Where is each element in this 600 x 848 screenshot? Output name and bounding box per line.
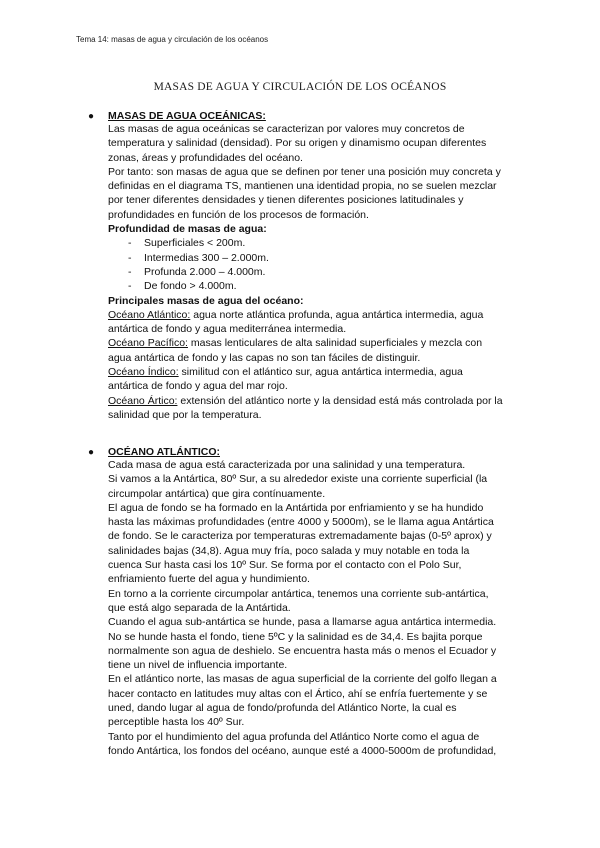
document-title: MASAS DE AGUA Y CIRCULACIÓN DE LOS OCÉANOS — [153, 81, 447, 93]
ocean-atlantico: Océano Atlántico: agua norte atlántica profunda, agua antártica intermedia, agua — [108, 308, 484, 321]
paragraph-line: En el atlántico norte, las masas de agua superficial de la corriente del golfo llegan a — [108, 673, 497, 686]
paragraph-line: temperatura y salinidad (densidad). Por su origen y dinamismo ocupan diferentes — [108, 137, 487, 150]
paragraph-line: zonas, áreas y profundidades del océano. — [108, 151, 303, 164]
depth-heading: Profundidad de masas de agua: — [108, 223, 267, 236]
paragraph-line: fondo Antártica, los fondos del océano, aunque esté a 4000-5000m de profundidad, — [108, 744, 497, 757]
paragraph-line: cuenca Sur hasta casi los 10º Sur. Se forma por el contacto con el Polo Sur, — [108, 559, 462, 572]
section-body-masas — [108, 122, 503, 422]
list-item: - De fondo > 4.000m. — [128, 280, 237, 293]
ocean-pacifico: Océano Pacífico: masas lenticulares de alta salinidad superficiales y mezcla con — [108, 337, 483, 350]
ocean-artico: Océano Ártico: extensión del atlántico norte y la densidad está más controlada por la — [108, 394, 503, 407]
paragraph-line: perceptible hasta los 40º Sur. — [108, 716, 245, 729]
paragraph-line: normalmente son agua de deshielo. Se encuentra hasta más o menos el Ecuador y — [108, 644, 497, 657]
bullet-icon: ● — [88, 447, 95, 458]
paragraph-line: No se hunde hasta el fondo, tiene 5ºC y la salinidad es de 34,4. Es bajita porque — [108, 630, 483, 643]
paragraph-line: hasta las máximas profundidades (entre 4000 y 5000m), se le llama agua Antártica — [108, 516, 494, 529]
paragraph-line: enfriamiento fuerte del agua y hundimiento. — [108, 573, 310, 586]
paragraph-line: El agua de fondo se ha formado en la Antártida por enfriamiento y se ha hundido — [108, 501, 484, 514]
section-body-atlantico — [108, 458, 497, 758]
bullet-icon: ● — [88, 111, 95, 122]
paragraph-line: Cada masa de agua está caracterizada por una salinidad y una temperatura. — [108, 459, 466, 471]
list-item: - Intermedias 300 – 2.000m. — [128, 251, 269, 264]
section-heading-atlantico: ● OCÉANO ATLÁNTICO: — [88, 446, 220, 458]
paragraph-line: En torno a la corriente circumpolar antártica, tenemos una corriente sub-antártica, — [108, 587, 489, 600]
page-header: Tema 14: masas de agua y circulación de los océanos — [76, 35, 269, 44]
paragraph-line: Por tanto: son masas de agua que se definen por tener una posición muy concreta y — [108, 165, 501, 178]
paragraph-line: hacer contacto en latitudes muy altas con el Ártico, ahí se enfría fuertemente y se — [108, 687, 488, 700]
paragraph-line: circumpolar antártica) que gira contínuamente. — [108, 487, 326, 500]
paragraph-line: salinidad que por la temperatura. — [108, 408, 262, 421]
paragraph-line: definidas en el diagrama TS, mantienen una identidad propia, no se suelen mezclar — [108, 180, 497, 193]
paragraph-line: de fondo. Se le caracteriza por temperaturas extremadamente bajas (0-5º aprox) y — [108, 530, 492, 543]
paragraph-line: agua antártica de fondo y las capas no son tan fáciles de distinguir. — [108, 351, 421, 364]
paragraph-line: salinidades bajas (34,8). Agua muy fría, poco salada y muy notable en toda la — [108, 544, 470, 557]
list-item: - Superficiales < 200m. — [128, 237, 246, 250]
paragraph-line: Tanto por el hundimiento del agua profunda del Atlántico Norte como el agua de — [108, 730, 480, 743]
paragraph-line: uned, dando lugar al agua de fondo/profunda del Atlántico Norte, la cual es — [108, 702, 457, 715]
paragraph-line: por tener diferentes densidades y tienen diferentes posiciones latitudinales y — [108, 194, 464, 207]
paragraph-line: Cuando el agua sub-antártica se hunde, pasa a llamarse agua antártica intermedia. — [108, 616, 497, 629]
ocean-indico: Océano Índico: similitud con el atlántico sur, agua antártica intermedia, agua — [108, 366, 463, 379]
paragraph-line: profundidades en función de los procesos de formación. — [108, 208, 369, 221]
list-item: - Profunda 2.000 – 4.000m. — [128, 265, 266, 278]
paragraph-line: tiene un nivel de influencia importante. — [108, 659, 288, 672]
paragraph-line: Si vamos a la Antártica, 80º Sur, a su alrededor existe una corriente superficial (la — [108, 473, 488, 486]
paragraph-line: antártica de fondo y agua mediterránea intermedia. — [108, 323, 347, 336]
paragraph-line: que está algo separada de la Antártida. — [108, 601, 291, 614]
paragraph-line: Las masas de agua oceánicas se caracterizan por valores muy concretos de — [108, 123, 465, 135]
main-masses-heading: Principales masas de agua del océano: — [108, 294, 304, 307]
section-heading-masas: ● MASAS DE AGUA OCEÁNICAS: — [88, 110, 266, 122]
paragraph-line: antártica de fondo y agua del mar rojo. — [108, 380, 288, 393]
